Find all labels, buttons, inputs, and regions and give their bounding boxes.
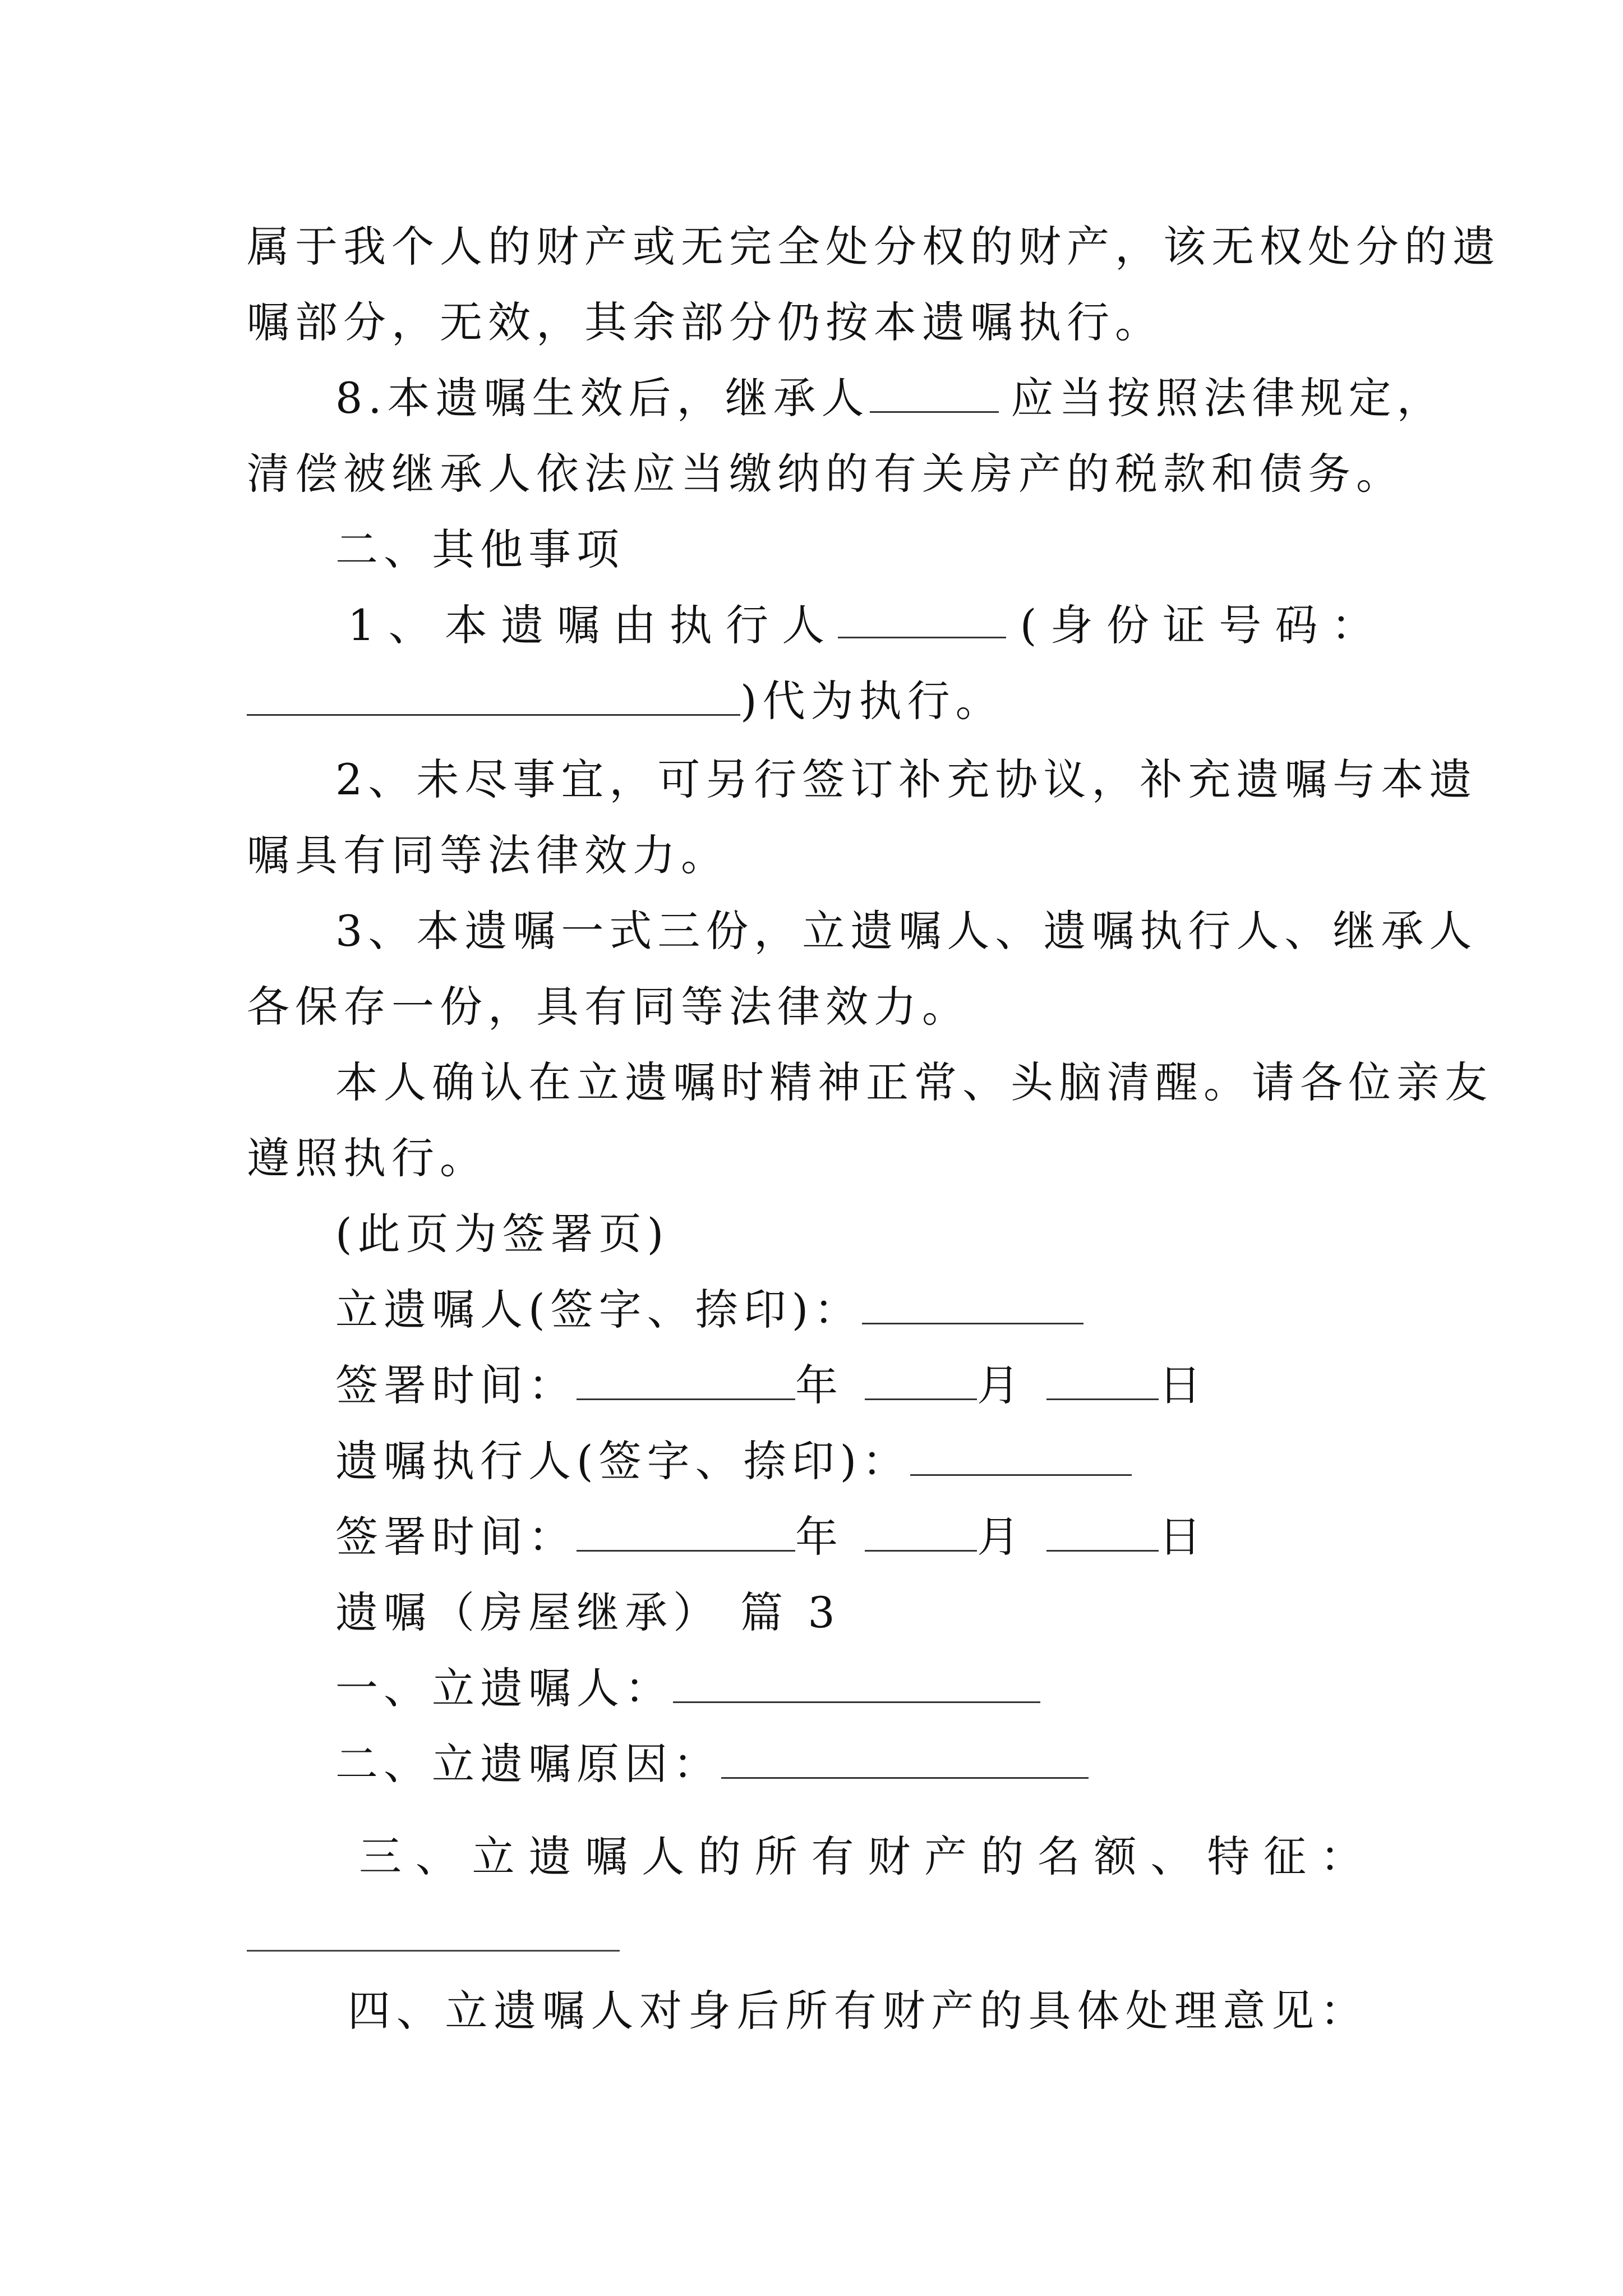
sign-time-label: 签署时间：: [335, 1360, 577, 1410]
clause-8-line-1: [335, 370, 1445, 426]
item-1-line-2: [247, 673, 1385, 729]
year-label: 年: [795, 1360, 843, 1410]
char: 身: [688, 1986, 731, 2036]
item-1-line-1: [348, 597, 1374, 654]
char: 、: [396, 1986, 439, 2036]
char: 、: [1150, 1832, 1193, 1881]
char: 人: [591, 1986, 634, 2036]
char: 证: [1163, 600, 1206, 650]
char: 人: [642, 1832, 685, 1881]
char: 1: [348, 600, 375, 650]
char: 产: [924, 1832, 967, 1881]
executor-name-blank: [838, 597, 1006, 638]
char: 号: [1219, 600, 1262, 650]
char: 立: [445, 1986, 488, 2036]
year-label: 年: [795, 1512, 843, 1562]
char: 对: [639, 1986, 683, 2036]
char: 处: [1126, 1986, 1168, 2036]
testator-signature-blank: [862, 1283, 1083, 1324]
char: 遗: [494, 1986, 537, 2036]
char: 嘱: [542, 1986, 585, 2036]
char: 理: [1174, 1986, 1217, 2036]
month-label: 月: [977, 1360, 1025, 1410]
char: 遗: [528, 1832, 571, 1881]
clause-8-text-b: 应当按照法律规定，: [1011, 373, 1445, 423]
char: 有: [811, 1832, 854, 1881]
sign-time-label: 签署时间：: [335, 1512, 577, 1562]
testator-signature-label: 立遗嘱人(签字、捺印)：: [335, 1285, 863, 1335]
clause-8-line-2: 清偿被继承人依法应当缴纳的有关房产的税款和债务。: [247, 449, 1404, 499]
signature-page-note: (此页为签署页): [335, 1209, 670, 1259]
part-3-item-3: [359, 1829, 1363, 1885]
char: 执: [669, 600, 712, 650]
paragraph-line: 属于我个人的财产或无完全处分权的财产，该无权处分的遗: [247, 222, 1501, 272]
char: 体: [1077, 1986, 1120, 2036]
char: 名: [1037, 1832, 1080, 1881]
paragraph-line: 嘱部分，无效，其余部分仍按本遗嘱执行。: [247, 297, 1163, 347]
month-blank: [865, 1511, 977, 1552]
char: 产: [931, 1986, 974, 2036]
char: 见: [1271, 1986, 1315, 2036]
char: (: [1020, 600, 1037, 650]
char: 人: [782, 600, 825, 650]
reason-label: 二、立遗嘱原因：: [335, 1739, 721, 1789]
sign-date-row-2: [335, 1509, 1385, 1565]
char: 所: [785, 1986, 828, 2036]
char: 份: [1106, 600, 1149, 650]
clause-8-text-a: 8.本遗嘱生效后，继承人: [335, 373, 870, 423]
char: 的: [980, 1832, 1023, 1881]
char: 特: [1207, 1832, 1250, 1881]
year-blank: [577, 1511, 795, 1552]
testator-label: 一、立遗嘱人：: [335, 1663, 673, 1713]
char: 嘱: [557, 600, 600, 650]
part-3-item-2: [335, 1736, 1385, 1792]
char: 三: [359, 1832, 402, 1881]
item-2-line-1: 2、未尽事宜，可另行签订补充协议，补充遗嘱与本遗: [335, 754, 1478, 804]
day-blank: [1046, 1359, 1159, 1400]
char: 嘱: [585, 1832, 628, 1881]
char: 、: [388, 600, 431, 650]
day-label: 日: [1159, 1512, 1207, 1562]
confirm-line-1: 本人确认在立遗嘱时精神正常、头脑清醒。请各位亲友: [335, 1057, 1493, 1107]
char: ：: [1320, 1986, 1363, 2036]
section-heading: 二、其他事项: [335, 524, 625, 574]
char: 本: [444, 600, 487, 650]
part-3-item-1: [335, 1660, 1385, 1717]
day-label: 日: [1159, 1360, 1207, 1410]
property-description-blank: [247, 1950, 620, 1952]
executor-signature-blank: [910, 1435, 1132, 1476]
day-blank: [1046, 1511, 1159, 1552]
item-3-line-1: 3、本遗嘱一式三份，立遗嘱人、遗嘱执行人、继承人: [335, 906, 1478, 956]
char: 所: [754, 1832, 797, 1881]
month-blank: [865, 1359, 977, 1400]
char: 意: [1223, 1986, 1266, 2036]
testator-blank: [673, 1662, 1040, 1703]
char: 财: [868, 1832, 911, 1881]
char: 遗: [501, 600, 544, 650]
part-3-title: 遗嘱（房屋继承） 篇 3: [335, 1588, 841, 1637]
char: 立: [472, 1832, 515, 1881]
char: 有: [833, 1986, 877, 2036]
executor-signature-label: 遗嘱执行人(签字、捺印)：: [335, 1436, 911, 1486]
char: 身: [1050, 600, 1093, 650]
executor-signature-row: [335, 1433, 1385, 1489]
month-label: 月: [977, 1512, 1025, 1562]
part-3-item-4: [348, 1983, 1363, 2039]
char: 行: [726, 600, 768, 650]
char: ：: [1331, 600, 1374, 650]
item-3-line-2: 各保存一份，具有同等法律效力。: [247, 982, 970, 1032]
confirm-line-2: 遵照执行。: [247, 1133, 488, 1183]
char: 的: [979, 1986, 1022, 2036]
char: 额: [1094, 1832, 1137, 1881]
char: 、: [415, 1832, 458, 1881]
year-blank: [577, 1359, 795, 1400]
char: ：: [1320, 1832, 1363, 1881]
char: 由: [613, 600, 656, 650]
item-2-line-2: 嘱具有同等法律效力。: [247, 830, 729, 880]
char: 的: [698, 1832, 741, 1881]
char: 码: [1275, 600, 1318, 650]
item-1-tail: )代为执行。: [740, 676, 1004, 726]
sign-date-row-1: [335, 1358, 1385, 1414]
heir-blank: [870, 372, 999, 413]
char: 具: [1028, 1986, 1071, 2036]
char: 财: [882, 1986, 925, 2036]
testator-signature-row: [335, 1282, 1385, 1338]
id-number-blank: [247, 675, 740, 716]
char: 四: [348, 1986, 390, 2036]
char: 后: [736, 1986, 780, 2036]
reason-blank: [721, 1738, 1089, 1779]
char: 征: [1264, 1832, 1306, 1881]
